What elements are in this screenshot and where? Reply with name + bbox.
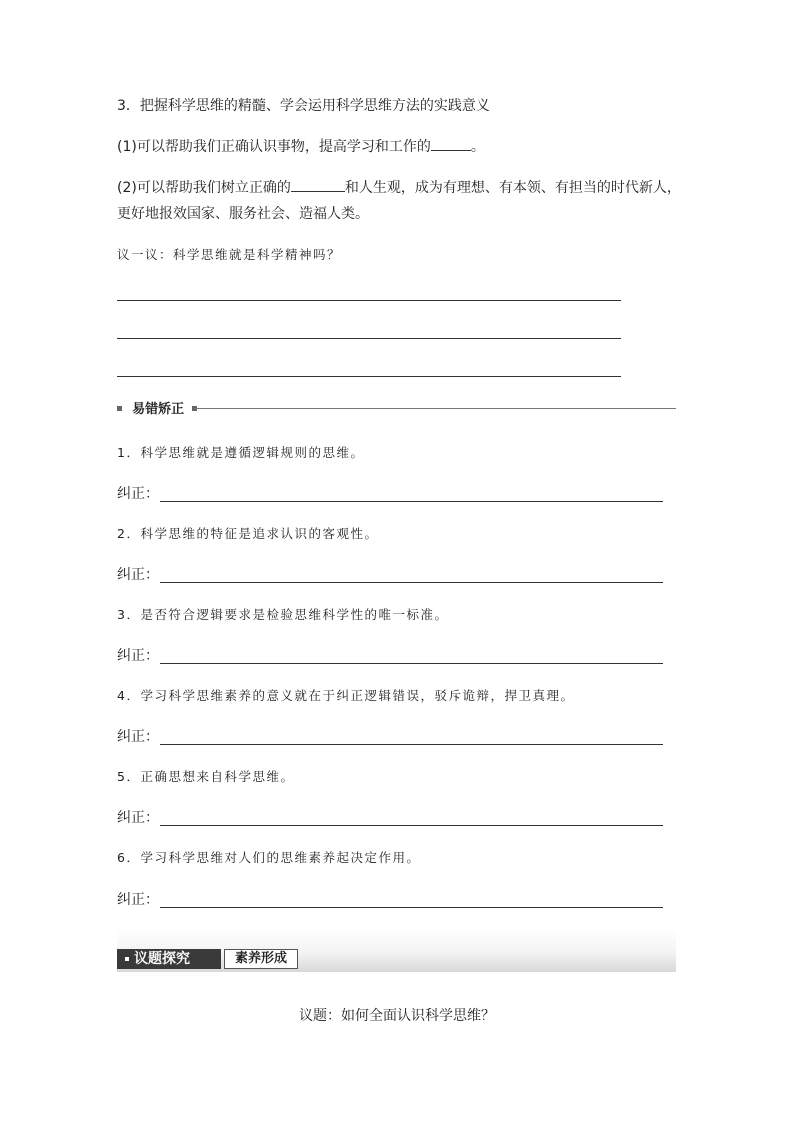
error-item: 6．学习科学思维对人们的思维素养起决定作用。 <box>117 850 421 865</box>
item-1 <box>117 137 485 157</box>
topic-exploration-banner <box>117 949 221 969</box>
correction-line[interactable] <box>160 663 663 664</box>
banner-dark-label: 议题探究 <box>134 951 190 967</box>
item-2-text: (2)可以帮助我们树立正确的 <box>117 180 291 196</box>
correction-label: 纠正： <box>117 486 159 502</box>
correction-line[interactable] <box>160 744 663 745</box>
error-correction-header <box>117 399 197 417</box>
correction-line[interactable] <box>160 907 663 908</box>
square-bullet-icon <box>117 406 122 411</box>
item-2-text-cont: 和人生观，成为有理想、有本领、有担当的时代新人， <box>344 180 681 196</box>
correction-label: 纠正： <box>117 567 159 583</box>
correction-label: 纠正： <box>117 810 159 826</box>
error-correction-title: 易错矫正 <box>132 402 185 417</box>
correction-line[interactable] <box>160 825 663 826</box>
error-item: 1．科学思维就是遵循逻辑规则的思维。 <box>117 445 365 460</box>
answer-line[interactable] <box>117 338 621 339</box>
error-item: 4．学习科学思维素养的意义就在于纠正逻辑错误，驳斥诡辩，捍卫真理。 <box>117 688 575 703</box>
square-bullet-icon <box>125 957 129 961</box>
correction-label: 纠正： <box>117 892 159 908</box>
section-divider <box>194 408 676 409</box>
correction-label: 纠正： <box>117 729 159 745</box>
item-2 <box>117 178 681 198</box>
item-2-line-2: 更好地报效国家、服务社会、造福人类。 <box>117 206 369 222</box>
correction-line[interactable] <box>160 582 663 583</box>
fill-blank[interactable] <box>431 137 471 151</box>
item-1-text: (1)可以帮助我们正确认识事物，提高学习和工作的 <box>117 139 431 155</box>
answer-line[interactable] <box>117 376 621 377</box>
literacy-formation-tag: 素养形成 <box>224 949 298 969</box>
answer-line[interactable] <box>117 300 621 301</box>
error-item: 3．是否符合逻辑要求是检验思维科学性的唯一标准。 <box>117 607 449 622</box>
error-item: 2．科学思维的特征是追求认识的客观性。 <box>117 526 379 541</box>
fill-blank[interactable] <box>291 178 345 192</box>
correction-label: 纠正： <box>117 648 159 664</box>
section-heading: 3．把握科学思维的精髓、学会运用科学思维方法的实践意义 <box>117 98 490 114</box>
correction-line[interactable] <box>160 501 663 502</box>
item-1-end: 。 <box>470 139 485 155</box>
error-item: 5．正确思想来自科学思维。 <box>117 769 295 784</box>
discuss-prompt: 议一议：科学思维就是科学精神吗？ <box>117 247 342 262</box>
topic-question: 议题：如何全面认识科学思维？ <box>299 1008 495 1024</box>
